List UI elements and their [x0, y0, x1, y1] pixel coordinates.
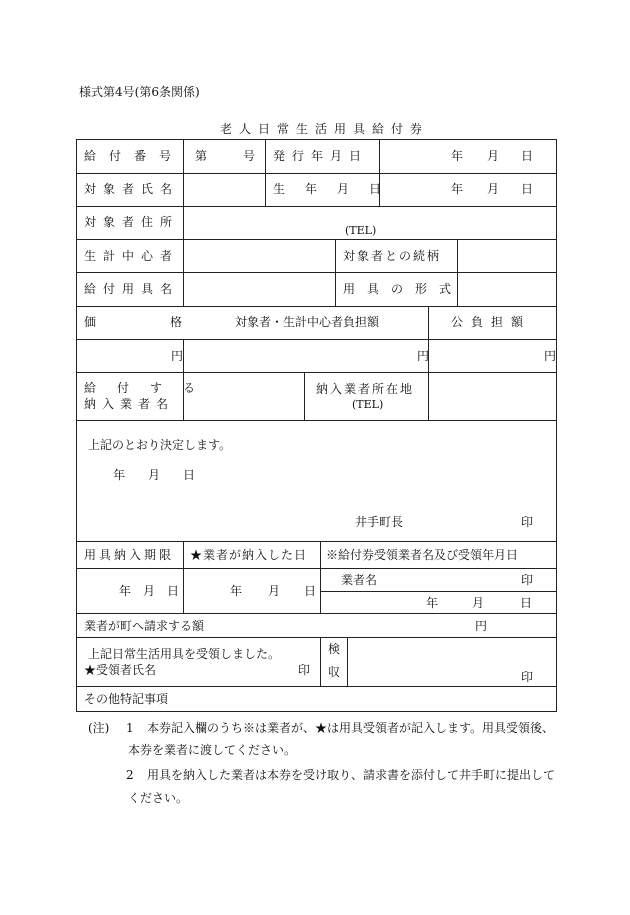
note-2-line2: ください。	[128, 791, 189, 805]
kyufu-bango-label: 給付番号	[84, 149, 185, 163]
rule	[335, 239, 336, 306]
year-label: 年	[113, 468, 126, 482]
month-label: 月	[487, 149, 500, 163]
kofutan-label: 公負担額	[451, 315, 532, 329]
note-1-line2: 本券を業者に渡してください。	[128, 743, 297, 757]
gyosha-label-line2: 納入業者名	[84, 397, 175, 411]
tel-label: (TEL)	[345, 224, 377, 237]
taisho-jusho-label: 対象者住所	[84, 215, 180, 229]
gyosha-label-line1: 給付する	[84, 381, 217, 395]
rule	[76, 272, 557, 273]
hakko-label: 発行年月日	[273, 149, 369, 163]
taisho-shimei-label: 対象者氏名	[84, 182, 180, 196]
note-2-line1: 用具を納入した業者は本券を受け取り、請求書を添付して井手町に提出して	[147, 768, 556, 782]
outer-right-border	[556, 139, 557, 687]
other-label: その他特記事項	[84, 692, 169, 706]
rule	[320, 591, 557, 592]
rule	[76, 568, 557, 569]
zokugara-label: 対象者との続柄	[343, 249, 442, 263]
seal-mark: 印	[521, 515, 534, 529]
year-label: 年	[119, 584, 132, 598]
seal-mark: 印	[521, 573, 534, 587]
rule	[183, 541, 184, 613]
rule	[347, 637, 348, 686]
day-label: 日	[167, 584, 180, 598]
yen-label: 円	[544, 349, 557, 363]
receipt-line1: 上記日常生活用具を受領しました。	[88, 647, 281, 661]
outer-left-border	[76, 139, 77, 687]
seikyu-label: 業者が町へ請求する額	[84, 619, 205, 633]
year-label: 年	[426, 596, 439, 610]
rule	[76, 306, 557, 307]
day-label: 日	[520, 596, 533, 610]
rule	[183, 339, 184, 420]
form-number: 様式第4号(第6条関係)	[79, 85, 200, 99]
decision-text: 上記のとおり決定します。	[88, 438, 232, 452]
seal-mark: 印	[521, 670, 534, 684]
day-label: 日	[521, 149, 534, 163]
year-label: 年	[230, 584, 243, 598]
year-label: 年	[451, 149, 464, 163]
day-label: 日	[304, 584, 317, 598]
mayor-label: 井手町長	[355, 515, 404, 529]
yen-label: 円	[171, 349, 184, 363]
rule	[76, 173, 557, 174]
rule	[76, 637, 557, 638]
rule	[76, 613, 557, 614]
kenshu-char-2: 収	[328, 665, 341, 679]
shozaichi-label: 納入業者所在地	[316, 382, 415, 396]
note-2-number: 2	[126, 768, 134, 782]
futan-label: 対象者・生計中心者負担額	[235, 315, 380, 329]
note-1-number: 1	[126, 721, 134, 735]
rule	[76, 686, 557, 687]
dai-label: 第	[195, 149, 208, 163]
kakaku-label: 価格	[84, 315, 257, 329]
keishiki-label: 用具の形式	[343, 282, 464, 296]
rule	[76, 686, 77, 712]
month-label: 月	[472, 596, 485, 610]
gyosha-nonyu-label: ★業者が納入した日	[190, 548, 308, 562]
form-title: 老人日常生活用具給付券	[220, 122, 430, 136]
rule	[320, 637, 321, 686]
rule	[183, 272, 184, 306]
rule	[76, 372, 557, 373]
yen-label: 円	[417, 349, 430, 363]
kigen-label: 用具納入期限	[84, 548, 175, 562]
rule	[556, 686, 557, 712]
go-label: 号	[243, 149, 256, 163]
rule	[76, 206, 557, 207]
yen-label: 円	[475, 619, 488, 633]
tel-label: (TEL)	[352, 398, 384, 411]
ryoshu-label: ※給付券受領業者名及び受領年月日	[326, 548, 519, 562]
rule	[76, 711, 557, 712]
rule	[76, 541, 557, 542]
seinengappi-label: 生年月日	[273, 182, 402, 196]
rule	[428, 306, 429, 420]
rule	[76, 420, 557, 421]
month-label: 月	[143, 584, 156, 598]
day-label: 日	[521, 182, 534, 196]
day-label: 日	[183, 468, 196, 482]
gyoshamei-label: 業者名	[341, 573, 378, 587]
seal-mark: 印	[298, 663, 311, 677]
rule	[76, 139, 557, 140]
receipt-line2: ★受領者氏名	[84, 663, 157, 677]
rule	[76, 239, 557, 240]
rule	[265, 139, 266, 206]
kakaku-label-1	[84, 315, 256, 329]
month-label: 月	[268, 584, 281, 598]
month-label: 月	[148, 468, 161, 482]
notes-prefix: (注)	[88, 721, 110, 735]
rule	[320, 541, 321, 613]
note-1-line1: 本券記入欄のうち※は業者が、★は用具受領者が記入します。用具受領後、	[147, 721, 555, 735]
year-label: 年	[451, 182, 464, 196]
month-label: 月	[487, 182, 500, 196]
seikei-label: 生計中心者	[84, 249, 180, 263]
kenshu-char-1: 検	[328, 642, 341, 656]
yogu-mei-label: 給付用具名	[84, 282, 180, 296]
rule	[304, 372, 305, 420]
rule	[76, 339, 557, 340]
